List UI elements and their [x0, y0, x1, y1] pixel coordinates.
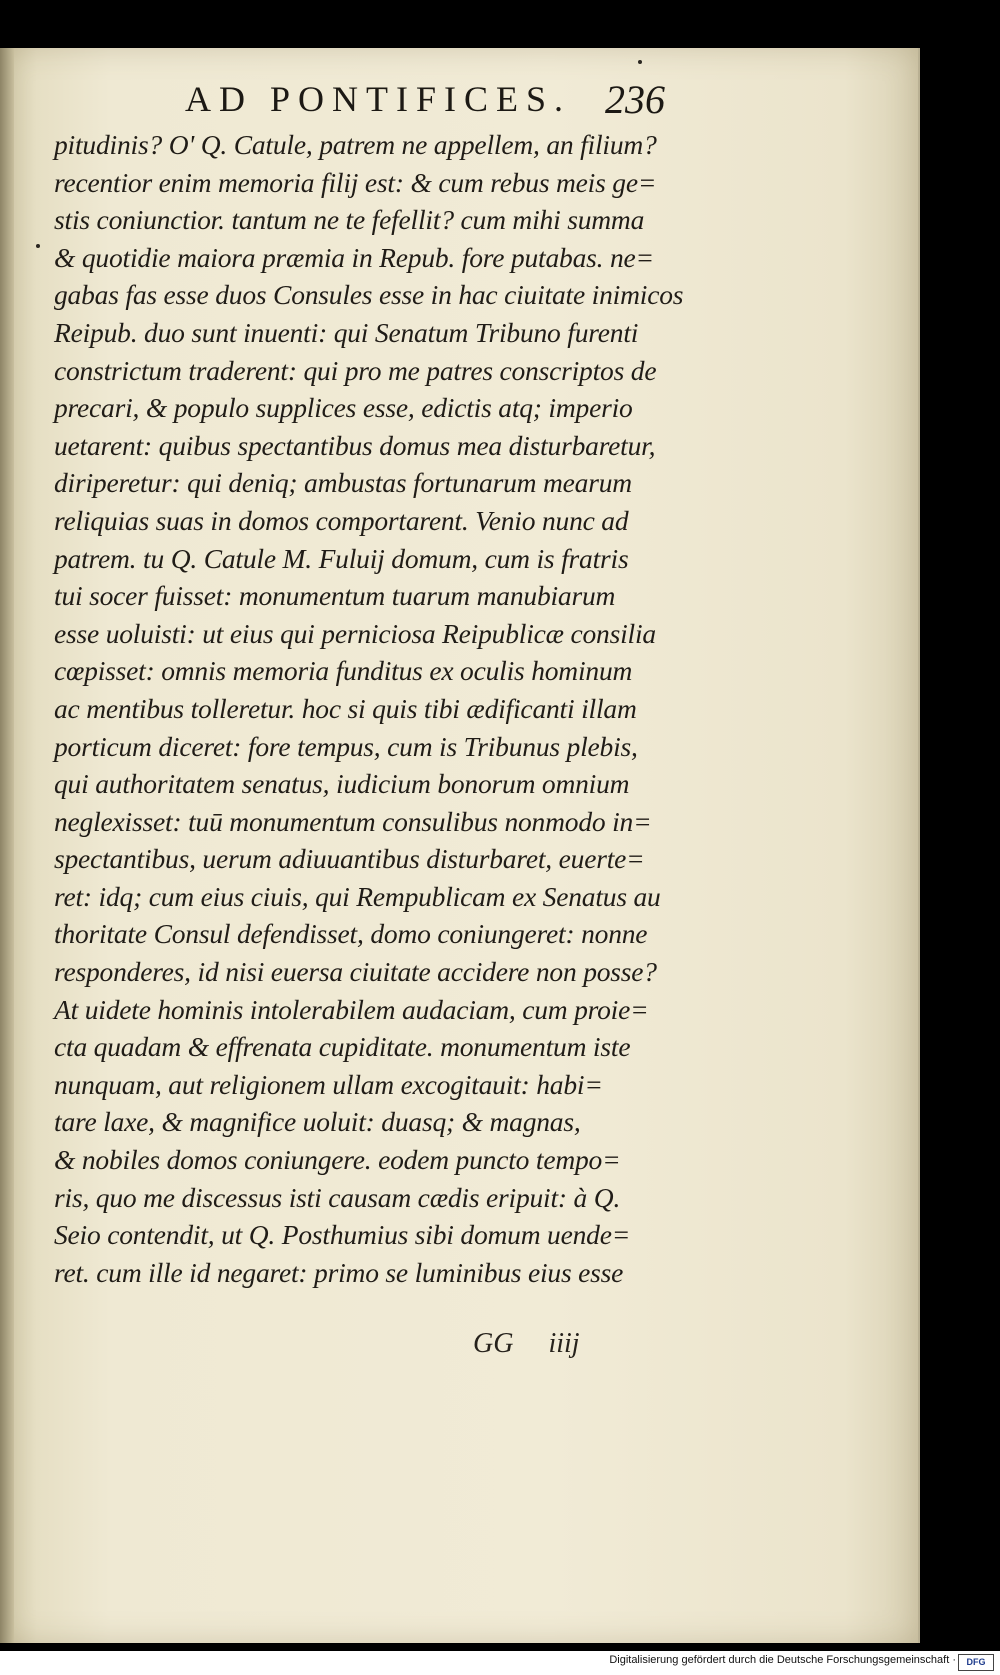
text-line: nunquam, aut religionem ullam excogitauit: habi= — [54, 1068, 603, 1100]
text-line: reliquias suas in domos comportarent. Venio nunc ad — [54, 504, 629, 536]
text-line: neglexisset: tuū monumentum consulibus nonmodo in= — [54, 805, 652, 837]
text-line: qui authoritatem senatus, iudicium bonorum omnium — [54, 768, 630, 800]
text-line: thoritate Consul defendisset, domo coniungeret: nonne — [54, 918, 648, 950]
text-line: Reipub. duo sunt inuenti: qui Senatum Tribuno furenti — [54, 316, 639, 348]
text-line: cœpisset: omnis memoria funditus ex oculis hominum — [54, 655, 633, 687]
page-number: 236 — [605, 77, 665, 122]
signature-mark: GG iiij — [473, 1328, 580, 1359]
text-line: ret: idq; cum eius ciuis, qui Rempublicam ex Senatus au — [54, 880, 661, 912]
text-line: tare laxe, & magnifice uoluit: duasq; & magnas, — [54, 1106, 581, 1138]
text-line: ris, quo me discessus isti causam cædis eripuit: à Q. — [54, 1181, 621, 1213]
book-page — [0, 48, 920, 1643]
text-line: ret. cum ille id negaret: primo se luminibus eius esse — [54, 1256, 624, 1288]
text-line: gabas fas esse duos Consules esse in hac ciuitate inimicos — [54, 279, 684, 311]
text-line: At uidete hominis intolerabilem audaciam, cum proie= — [54, 993, 649, 1025]
running-head: AD PONTIFICES. — [185, 79, 572, 119]
text-line: patrem. tu Q. Catule M. Fuluij domum, cum is fratris — [54, 542, 629, 574]
text-line: & nobiles domos coniungere. eodem puncto tempo= — [54, 1144, 621, 1176]
text-line: responderes, id nisi euersa ciuitate accidere non posse? — [54, 956, 657, 988]
text-line: stis coniunctior. tantum ne te fefellit? cum mihi summa — [54, 204, 645, 236]
text-line: Seio contendit, ut Q. Posthumius sibi domum uende= — [54, 1219, 631, 1251]
text-line: cta quadam & effrenata cupiditate. monumentum iste — [54, 1031, 631, 1063]
page-header — [185, 78, 665, 128]
text-line: & quotidie maiora præmia in Repub. fore putabas. ne= — [54, 241, 654, 273]
ink-speck — [638, 60, 642, 64]
text-line: recentior enim memoria filij est: & cum rebus meis ge= — [54, 166, 657, 198]
dfg-logo: DFG — [958, 1654, 994, 1671]
text-line: ac mentibus tolleretur. hoc si quis tibi ædificanti illam — [54, 692, 637, 724]
body-text — [54, 126, 724, 1291]
text-line: diriperetur: qui deniq; ambustas fortunarum mearum — [54, 467, 632, 499]
text-line: pitudinis? O' Q. Catule, patrem ne appellem, an filium? — [54, 129, 657, 160]
text-line: uetarent: quibus spectantibus domus mea disturbaretur, — [54, 429, 656, 461]
text-line: tui socer fuisset: monumentum tuarum manubiarum — [54, 580, 616, 612]
page-gutter-edge — [0, 48, 14, 1643]
text-line: esse uoluisti: ut eius qui perniciosa Reipublicæ consilia — [54, 617, 656, 649]
digitization-footer — [0, 1651, 1000, 1675]
text-line: spectantibus, uerum adiuuantibus disturbaret, euerte= — [54, 843, 645, 875]
text-line: constrictum traderent: qui pro me patres conscriptos de — [54, 354, 657, 386]
text-line: porticum diceret: fore tempus, cum is Tribunus plebis, — [54, 730, 638, 762]
funding-credit: Digitalisierung gefördert durch die Deutsche Forschungsgemeinschaft · — [609, 1654, 956, 1666]
text-line: precari, & populo supplices esse, edictis atq; imperio — [54, 392, 633, 424]
ink-speck — [36, 244, 40, 248]
